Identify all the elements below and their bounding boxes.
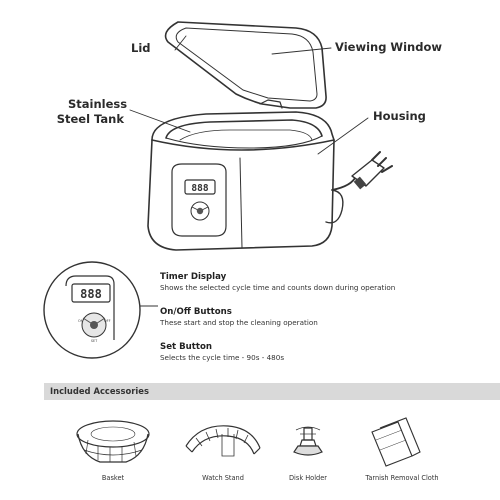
panel-zoom	[44, 262, 158, 358]
disk-holder-drawing	[294, 427, 322, 455]
zoom-display-digits: 888	[80, 287, 102, 301]
lid-drawing	[166, 22, 327, 108]
accessories-heading: Included Accessories	[50, 386, 149, 396]
accessory-label-watch-stand: Watch Stand	[202, 474, 244, 482]
viewing-window-callout: Viewing Window	[335, 40, 442, 54]
feature-timer-display	[160, 272, 395, 292]
accessory-label-disk-holder: Disk Holder	[288, 474, 328, 482]
main-display-digits: 888	[191, 183, 209, 194]
zoom-set-label: SET	[90, 339, 98, 343]
feature-desc: Selects the cycle time - 90s - 480s	[160, 353, 285, 362]
feature-on-off-buttons	[160, 307, 318, 327]
accessories-header-bar	[44, 383, 500, 400]
accessory-label-basket: Basket	[101, 474, 125, 482]
tank-callout-line1: Stainless	[68, 97, 128, 111]
feature-title: On/Off Buttons	[160, 307, 232, 317]
watch-stand-drawing	[186, 426, 260, 456]
feature-title: Set Button	[160, 342, 213, 352]
feature-desc: These start and stop the cleaning operation	[160, 318, 318, 327]
accessory-label-cloth: Tarnish Removal Cloth	[365, 474, 439, 482]
lid-callout: Lid	[131, 41, 151, 55]
feature-set-button	[160, 342, 284, 362]
feature-title: Timer Display	[160, 272, 227, 282]
basket-drawing	[77, 421, 149, 462]
housing-callout: Housing	[373, 109, 426, 123]
cloth-drawing	[372, 418, 420, 466]
tank-callout-line2: Steel Tank	[56, 112, 124, 126]
zoom-off-label: OFF	[104, 319, 111, 323]
zoom-on-label: ON	[78, 319, 84, 323]
feature-desc: Shows the selected cycle time and counts down during operation	[160, 283, 396, 292]
